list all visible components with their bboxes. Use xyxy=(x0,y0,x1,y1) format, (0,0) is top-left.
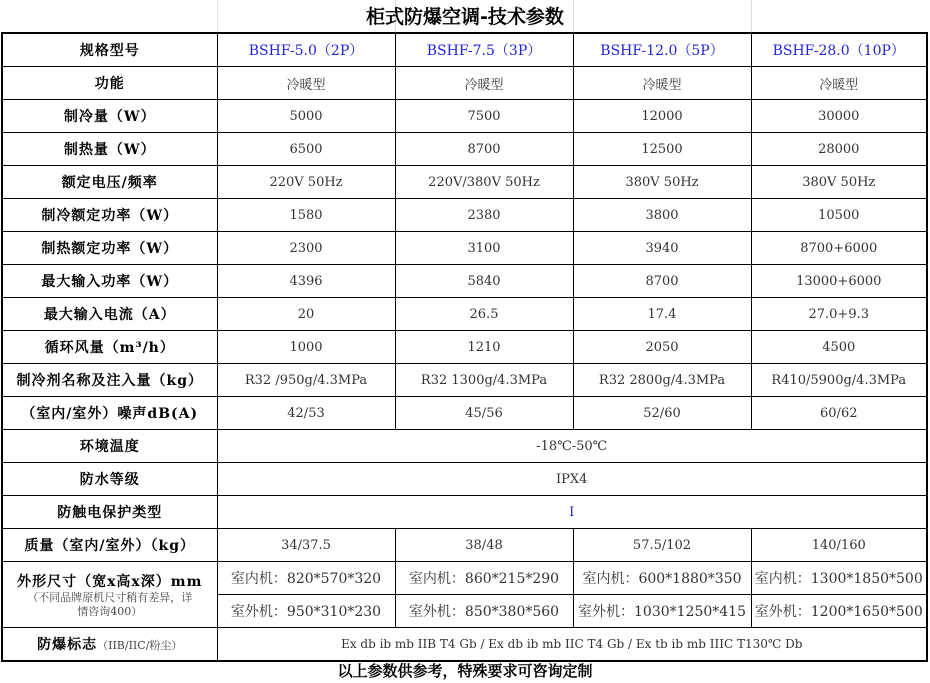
cell-value: 室内机：860*215*290 xyxy=(395,562,573,595)
cell-value: 室外机：1200*1650*500 xyxy=(751,595,927,628)
cell-value: 1000 xyxy=(217,331,395,364)
table-row xyxy=(2,463,927,496)
cell-value: 2050 xyxy=(573,331,751,364)
cell-value: 380V 50Hz xyxy=(573,166,751,199)
table-row xyxy=(2,397,927,430)
cell-value: 室外机：950*310*230 xyxy=(217,595,395,628)
row-label: 制热量（W） xyxy=(2,133,217,166)
spec-table xyxy=(1,32,928,662)
table-row xyxy=(2,430,927,463)
cell-value: IPX4 xyxy=(217,463,927,496)
cell-value: 冷暖型 xyxy=(217,67,395,100)
cell-value: R32 1300g/4.3MPa xyxy=(395,364,573,397)
cell-value: 3940 xyxy=(573,232,751,265)
table-row xyxy=(2,529,927,562)
explosion-label: 防爆标志 xyxy=(37,637,98,653)
cell-value: 1580 xyxy=(217,199,395,232)
cell-value: 10500 xyxy=(751,199,927,232)
cell-value: 冷暖型 xyxy=(751,67,927,100)
cell-value: 室内机：1300*1850*500 xyxy=(751,562,927,595)
table-row xyxy=(2,67,927,100)
cell-value: 8700 xyxy=(395,133,573,166)
cell-value: 34/37.5 xyxy=(217,529,395,562)
cell-value: 220V 50Hz xyxy=(217,166,395,199)
cell-value: R410/5900g/4.3MPa xyxy=(751,364,927,397)
page-title: 柜式防爆空调-技术参数 xyxy=(366,6,564,28)
cell-value: 4500 xyxy=(751,331,927,364)
cell-value: I xyxy=(217,496,927,529)
row-label: 循环风量（m³/h） xyxy=(2,331,217,364)
cell-value: 6500 xyxy=(217,133,395,166)
table-row xyxy=(2,496,927,529)
cell-value: 2380 xyxy=(395,199,573,232)
table-row xyxy=(2,232,927,265)
cell-value: 5000 xyxy=(217,100,395,133)
row-label: 制热额定功率（W） xyxy=(2,232,217,265)
cell-value: 140/160 xyxy=(751,529,927,562)
cell-value: 室外机：1030*1250*415 xyxy=(573,595,751,628)
cell-value: 13000+6000 xyxy=(751,265,927,298)
explosion-sublabel: （IIB/IIC/粉尘） xyxy=(97,639,183,652)
cell-value: 60/62 xyxy=(751,397,927,430)
cell-value: 4396 xyxy=(217,265,395,298)
row-label: 额定电压/频率 xyxy=(2,166,217,199)
row-label: 最大输入功率（W） xyxy=(2,265,217,298)
cell-value: 17.4 xyxy=(573,298,751,331)
cell-value: R32 /950g/4.3MPa xyxy=(217,364,395,397)
table-row xyxy=(2,100,927,133)
cell-value: 30000 xyxy=(751,100,927,133)
row-label: 制冷量（W） xyxy=(2,100,217,133)
table-row xyxy=(2,298,927,331)
cell-value: 28000 xyxy=(751,133,927,166)
table-row xyxy=(2,199,927,232)
row-label: 制冷额定功率（W） xyxy=(2,199,217,232)
row-label: 防触电保护类型 xyxy=(2,496,217,529)
cell-value: 27.0+9.3 xyxy=(751,298,927,331)
cell-value: 8700 xyxy=(573,265,751,298)
cell-value: 室外机：850*380*560 xyxy=(395,595,573,628)
model-header: BSHF-28.0（10P） xyxy=(751,33,927,67)
table-row xyxy=(2,562,927,595)
cell-value: 12000 xyxy=(573,100,751,133)
row-label: 最大输入电流（A） xyxy=(2,298,217,331)
row-label xyxy=(2,562,217,628)
model-header: BSHF-7.5（3P） xyxy=(395,33,573,67)
row-label: 功能 xyxy=(2,67,217,100)
cell-value: 室内机：600*1880*350 xyxy=(573,562,751,595)
cell-value: 12500 xyxy=(573,133,751,166)
row-label: 环境温度 xyxy=(2,430,217,463)
table-row xyxy=(2,364,927,397)
cell-value: 220V/380V 50Hz xyxy=(395,166,573,199)
cell-value: 2300 xyxy=(217,232,395,265)
cell-value: 20 xyxy=(217,298,395,331)
dimensions-note: （不同品牌原机尺寸稍有差异，详情咨询400） xyxy=(27,590,193,618)
cell-value: 3800 xyxy=(573,199,751,232)
cell-value: 45/56 xyxy=(395,397,573,430)
cell-value: R32 2800g/4.3MPa xyxy=(573,364,751,397)
cell-value: Ex db ib mb IIB T4 Gb / Ex db ib mb IIC T4 Gb / Ex tb ib mb IIIC T130℃ Db xyxy=(217,628,927,662)
cell-value: 26.5 xyxy=(395,298,573,331)
footer-note: 以上参数供参考，特殊要求可咨询定制 xyxy=(337,662,593,680)
row-label: 质量（室内/室外）（kg） xyxy=(2,529,217,562)
cell-value: 8700+6000 xyxy=(751,232,927,265)
cell-value: 冷暖型 xyxy=(573,67,751,100)
cell-value: 57.5/102 xyxy=(573,529,751,562)
cell-value: 1210 xyxy=(395,331,573,364)
cell-value: 5840 xyxy=(395,265,573,298)
row-label xyxy=(2,628,217,662)
table-row xyxy=(2,331,927,364)
model-header: BSHF-5.0（2P） xyxy=(217,33,395,67)
cell-value: 380V 50Hz xyxy=(751,166,927,199)
table-row xyxy=(2,133,927,166)
row-label: 规格型号 xyxy=(2,33,217,67)
cell-value: 52/60 xyxy=(573,397,751,430)
cell-value: 室内机：820*570*320 xyxy=(217,562,395,595)
header-row xyxy=(2,33,927,67)
table-row xyxy=(2,628,927,662)
table-row xyxy=(2,265,927,298)
model-header: BSHF-12.0（5P） xyxy=(573,33,751,67)
row-label: 防水等级 xyxy=(2,463,217,496)
dimensions-label: 外形尺寸（宽x高x深）mm xyxy=(17,573,203,590)
row-label: （室内/室外）噪声dB(A) xyxy=(2,397,217,430)
cell-value: 冷暖型 xyxy=(395,67,573,100)
cell-value: 3100 xyxy=(395,232,573,265)
cell-value: 7500 xyxy=(395,100,573,133)
cell-value: 42/53 xyxy=(217,397,395,430)
cell-value: 38/48 xyxy=(395,529,573,562)
table-row xyxy=(2,166,927,199)
row-label: 制冷剂名称及注入量（kg） xyxy=(2,364,217,397)
cell-value: -18℃-50℃ xyxy=(217,430,927,463)
